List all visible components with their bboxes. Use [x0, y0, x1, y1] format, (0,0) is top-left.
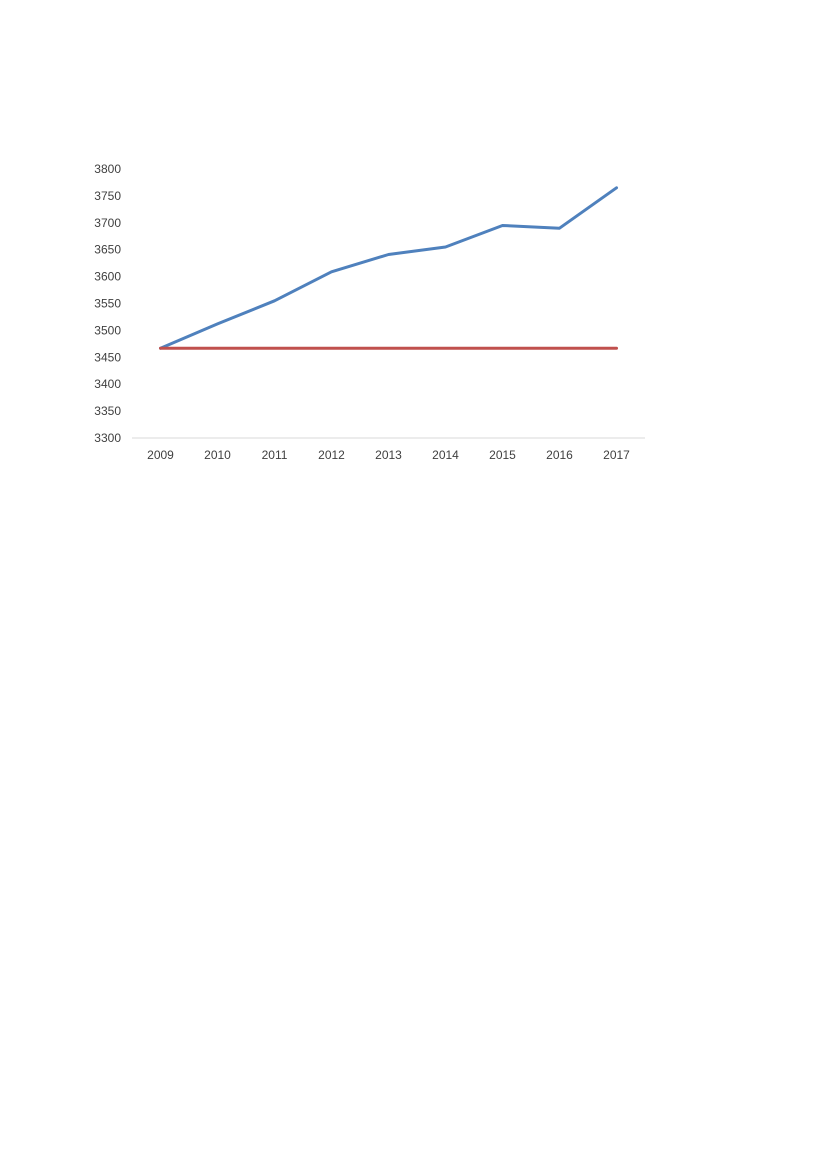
- y-tick-label: 3600: [94, 269, 121, 284]
- y-tick-label: 3300: [94, 431, 121, 445]
- x-axis-tick-labels: [147, 448, 630, 462]
- y-tick-label: 3450: [94, 350, 121, 365]
- x-tick-label: 2016: [546, 448, 573, 462]
- x-tick-label: 2009: [147, 448, 174, 462]
- x-tick-label: 2012: [318, 448, 345, 462]
- x-tick-label: 2011: [261, 448, 288, 462]
- y-tick-label: 3350: [94, 404, 121, 419]
- y-tick-label: 3800: [94, 162, 121, 176]
- y-tick-label: 3550: [94, 296, 121, 311]
- y-tick-label: 3750: [94, 188, 121, 203]
- y-tick-label: 3650: [94, 242, 121, 257]
- y-tick-label: 3500: [94, 323, 121, 338]
- y-axis-tick-labels: [94, 162, 121, 445]
- y-tick-label: 3400: [94, 377, 121, 392]
- y-tick-label: 3700: [94, 215, 121, 230]
- series-lines: [161, 188, 617, 348]
- x-tick-label: 2014: [432, 448, 459, 462]
- x-tick-label: 2017: [603, 448, 630, 462]
- x-tick-label: 2013: [375, 448, 402, 462]
- x-tick-label: 2010: [204, 448, 231, 462]
- x-tick-label: 2015: [489, 448, 516, 462]
- series-line-1: [161, 188, 617, 348]
